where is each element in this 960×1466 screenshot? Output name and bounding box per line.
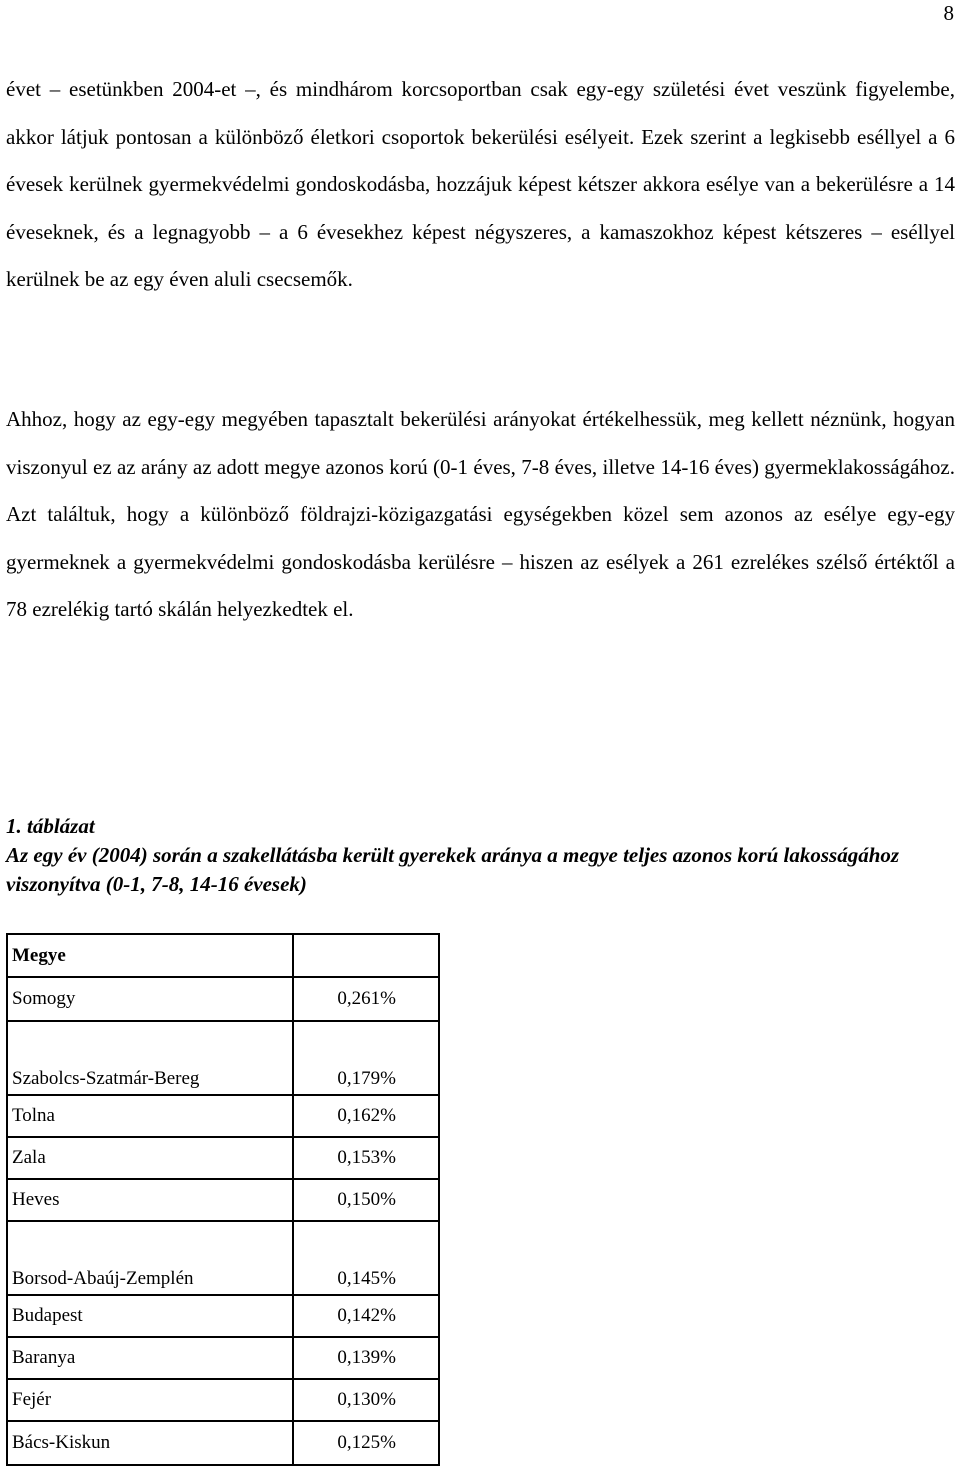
county-value: 0,162%: [293, 1095, 439, 1137]
table-row: [7, 1421, 439, 1465]
table-row: [7, 1337, 439, 1379]
county-value: 0,125%: [293, 1421, 439, 1465]
county-name: Budapest: [7, 1295, 293, 1337]
county-value: 0,150%: [293, 1179, 439, 1221]
county-value: 0,261%: [293, 977, 439, 1021]
table-row: [7, 1221, 439, 1295]
county-name: Tolna: [7, 1095, 293, 1137]
county-value: 0,142%: [293, 1295, 439, 1337]
county-name: Bács-Kiskun: [7, 1421, 293, 1465]
county-value: 0,179%: [293, 1021, 439, 1095]
table-row: [7, 1021, 439, 1095]
county-value: 0,130%: [293, 1379, 439, 1421]
county-name: Fejér: [7, 1379, 293, 1421]
county-name: Somogy: [7, 977, 293, 1021]
table-row: [7, 1137, 439, 1179]
body-paragraph: Ahhoz, hogy az egy-egy megyében tapasztalt bekerülési arányokat értékelhessük, meg kellett néznünk, hogyan viszonyul ez az arány az adott megye azonos korú (0-1 éves, 7-8 éves, illetve 14-16 éves) gyermeklakosságához. Azt találtuk, hogy a különböző földrajzi-közigazgatási egységekben közel sem azonos az esélye egy-egy gyermeknek a gyermekvédelmi gondoskodásba kerülésre – hiszen az esélyek a 261 ezrelékes szélső értéktől a 78 ezrelékig tartó skálán helyezkedtek el.: [6, 407, 955, 621]
header-value: [293, 934, 439, 977]
page-number: 8: [943, 1, 954, 25]
body-paragraph: évet – esetünkben 2004-et –, és mindhárom korcsoportban csak egy-egy születési évet veszünk figyelembe, akkor látjuk pontosan a különböző életkori csoportok bekerülési esélyeit. Ezek szerint a legkisebb eséllyel a 6 évesek kerülnek gyermekvédelmi gondoskodásba, hozzájuk képest kétszer akkora esélye van a bekerülésre a 14 éveseknek, és a legnagyobb – a 6 évesekhez képest négyszeres, a kamaszokhoz képest kétszeres – eséllyel kerülnek be az egy éven aluli csecsemők.: [6, 77, 955, 291]
table-row: [7, 1095, 439, 1137]
county-name: Zala: [7, 1137, 293, 1179]
table-row: [7, 977, 439, 1021]
county-value: 0,145%: [293, 1221, 439, 1295]
table-row: [7, 1379, 439, 1421]
table-caption-number: 1. táblázat: [6, 814, 95, 838]
county-name: Heves: [7, 1179, 293, 1221]
county-value: 0,153%: [293, 1137, 439, 1179]
county-ratio-table: [6, 933, 440, 1466]
county-name: Szabolcs-Szatmár-Bereg: [7, 1021, 293, 1095]
table-row: [7, 1295, 439, 1337]
county-name: Borsod-Abaúj-Zemplén: [7, 1221, 293, 1295]
county-value: 0,139%: [293, 1337, 439, 1379]
table-row: [7, 1179, 439, 1221]
county-name: Baranya: [7, 1337, 293, 1379]
table-caption-title: Az egy év (2004) során a szakellátásba került gyerekek aránya a megye teljes azonos korú lakosságához viszonyítva (0-1, 7-8, 14-16 évesek): [6, 843, 900, 896]
header-county: Megye: [7, 934, 293, 977]
table-header-row: [7, 934, 439, 977]
